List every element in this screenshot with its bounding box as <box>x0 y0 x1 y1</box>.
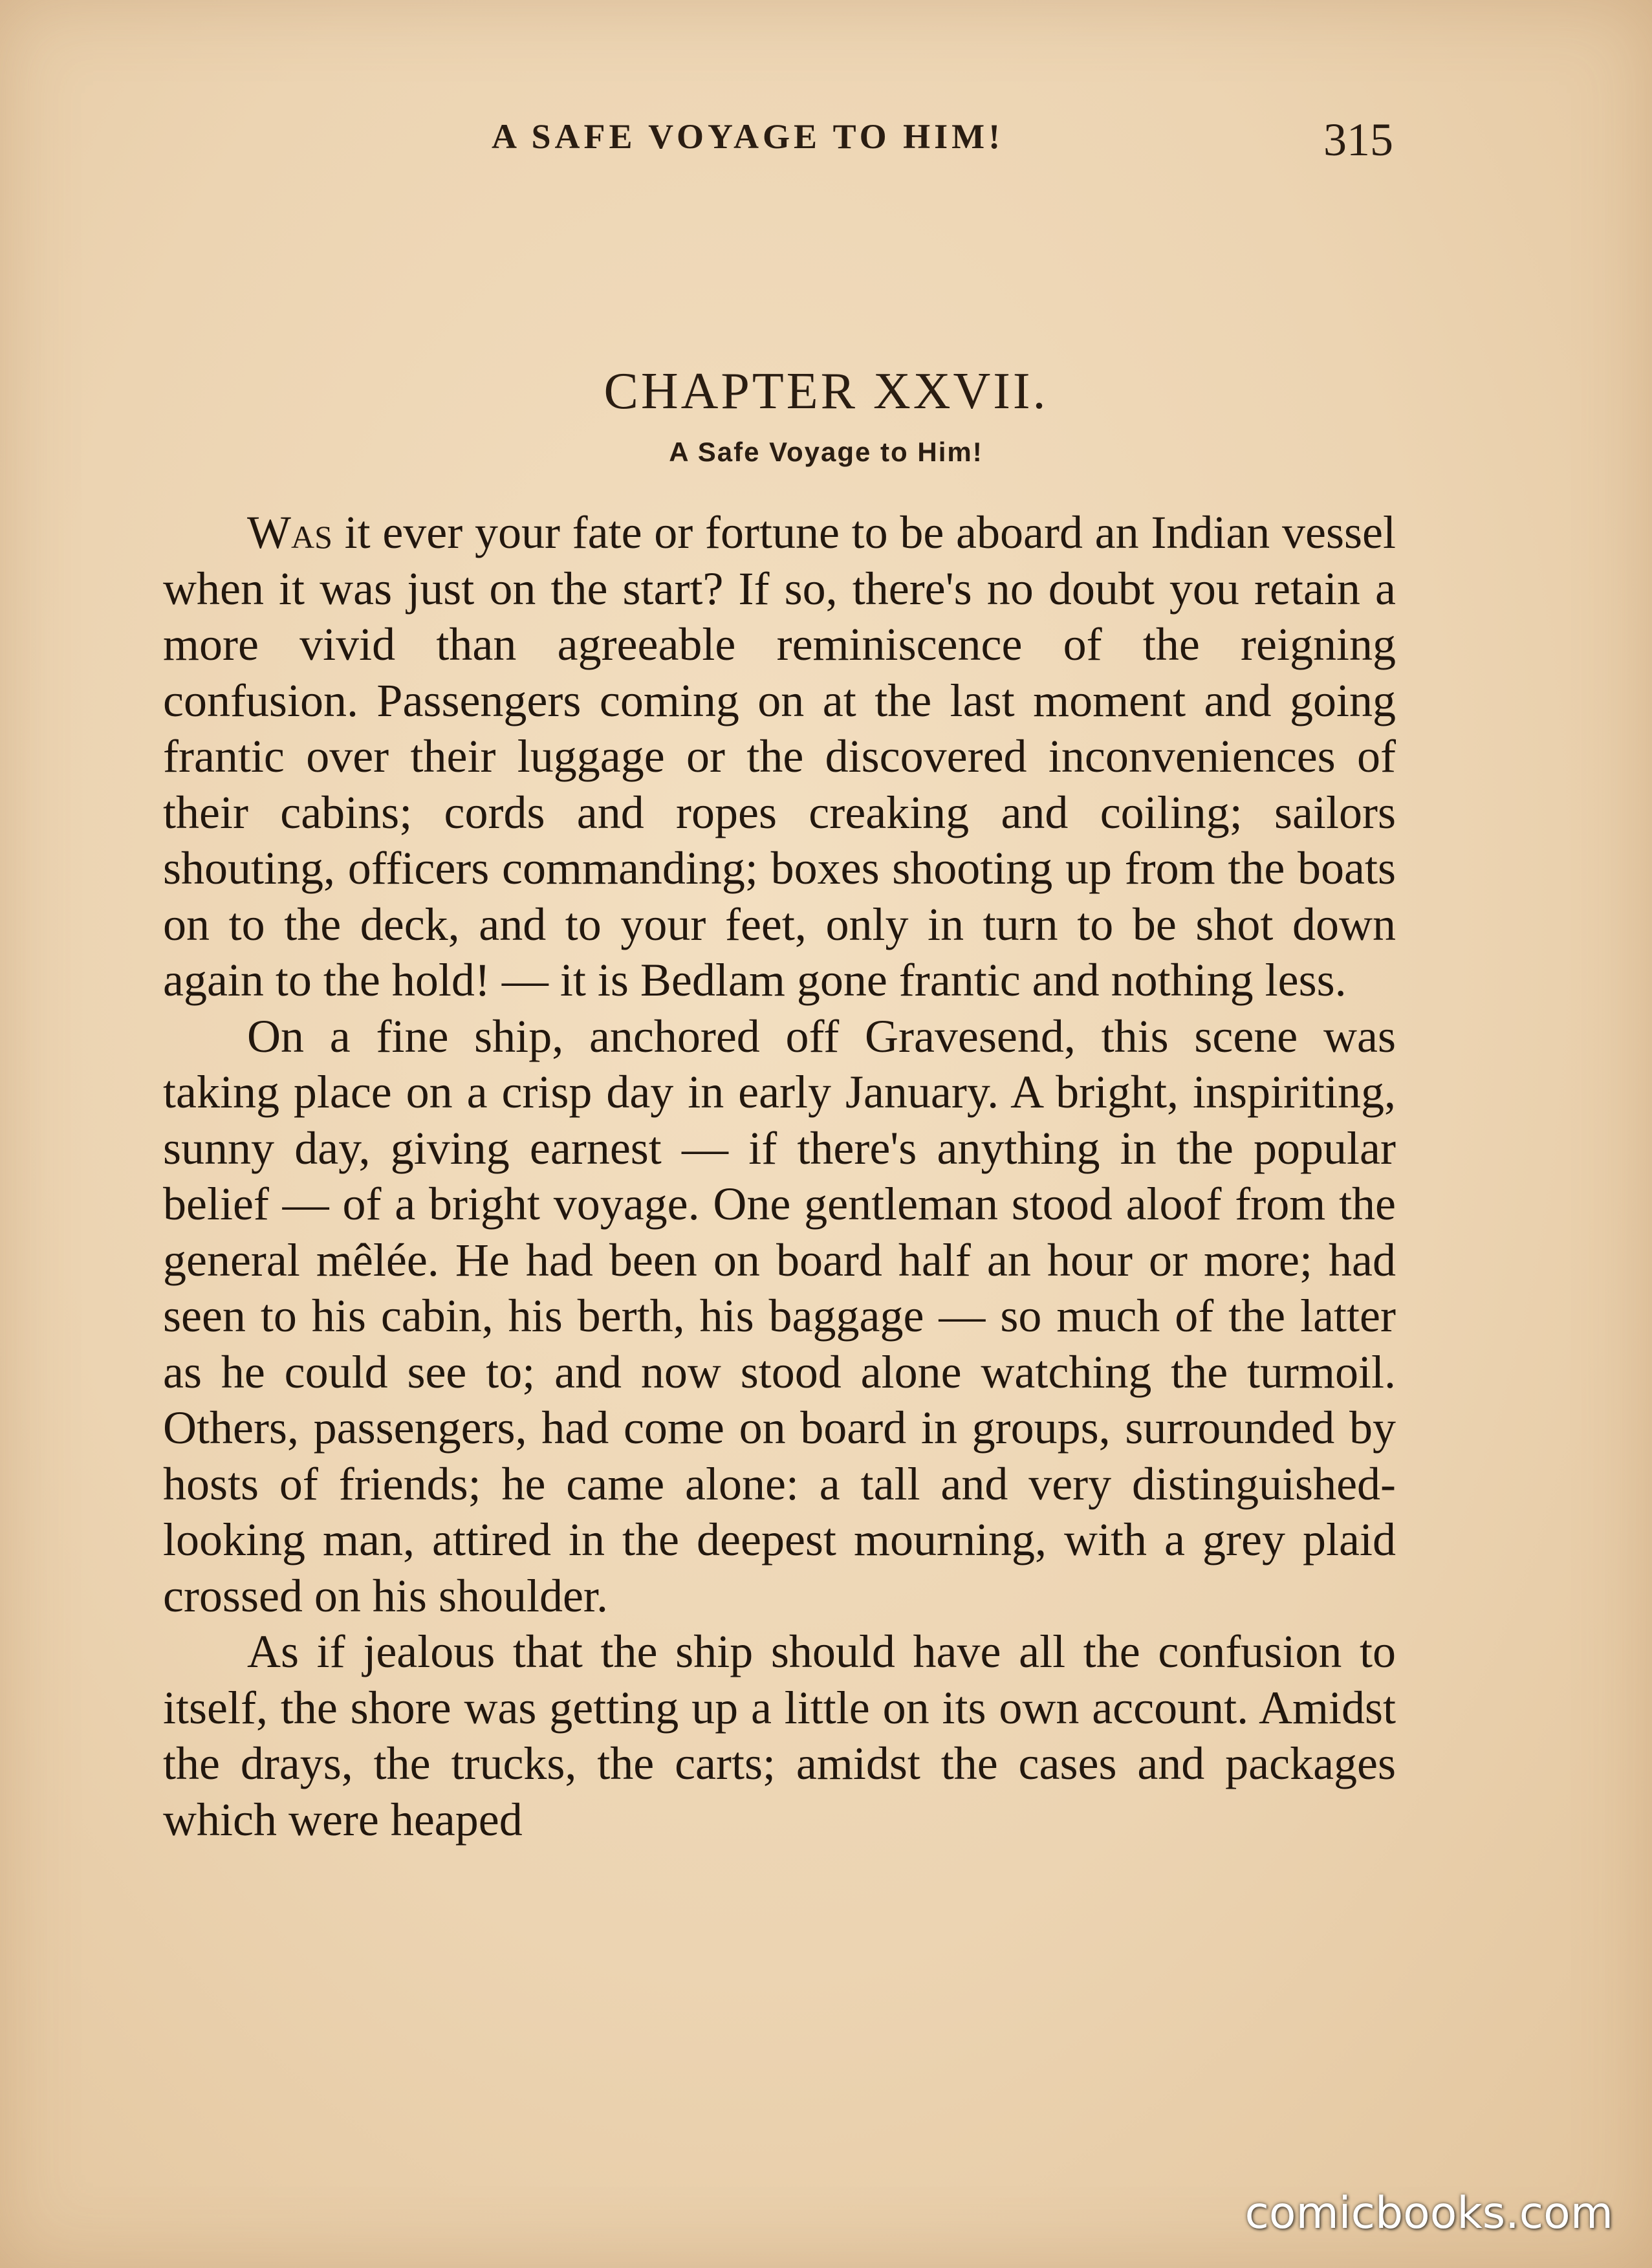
chapter-title: CHAPTER XXVII. <box>603 363 1049 420</box>
body-text <box>163 505 1396 1848</box>
paragraph-text: As if jealous that the ship should have all the confusion to itself, the shore was getting up a little on its own account. Amidst the drays, the trucks, the carts; amidst the cases and packages which were heaped <box>163 1626 1396 1846</box>
paragraph-text: it ever your fate or fortune to be aboard an Indian vessel when it was just on the start? If so, there's no doubt you retain a more vivid than agreeable reminiscence of the reigning confusion. Passengers coming on at the last moment and going frantic over their luggage or the discovered inconveniences of their cabins; cords and ropes creaking and coiling; sailors shouting, officers commanding; boxes shooting up from the boats on to the deck, and to your feet, only in turn to be shot down again to the hold! — it is Bedlam gone frantic and nothing less. <box>163 507 1396 1006</box>
paragraph <box>163 1009 1396 1624</box>
watermark: comicbooks.com <box>1244 2188 1613 2239</box>
chapter-subtitle: A Safe Voyage to Him! <box>669 437 983 467</box>
paragraph <box>163 505 1396 1009</box>
paragraph-text: On a fine ship, anchored off Gravesend, this scene was taking place on a crisp day in early January. A bright, inspiriting, sunny day, giving earnest — if there's anything in the popular belief — of a bright voyage. One gentleman stood aloof from the general mêlée. He had been on board half an hour or more; had seen to his cabin, his berth, his baggage — so much of the latter as he could see to; and now stood alone watching the turmoil. Others, passengers, had come on board in groups, surrounded by hosts of friends; he came alone: a tall and very distinguished-looking man, attired in the deepest mourning, with a grey plaid crossed on his shoulder. <box>163 1010 1396 1622</box>
page-number: 315 <box>1323 114 1393 166</box>
paragraph-lead-word: Was <box>247 507 332 558</box>
paragraph <box>163 1624 1396 1848</box>
running-head: A SAFE VOYAGE TO HIM! <box>492 117 1005 156</box>
